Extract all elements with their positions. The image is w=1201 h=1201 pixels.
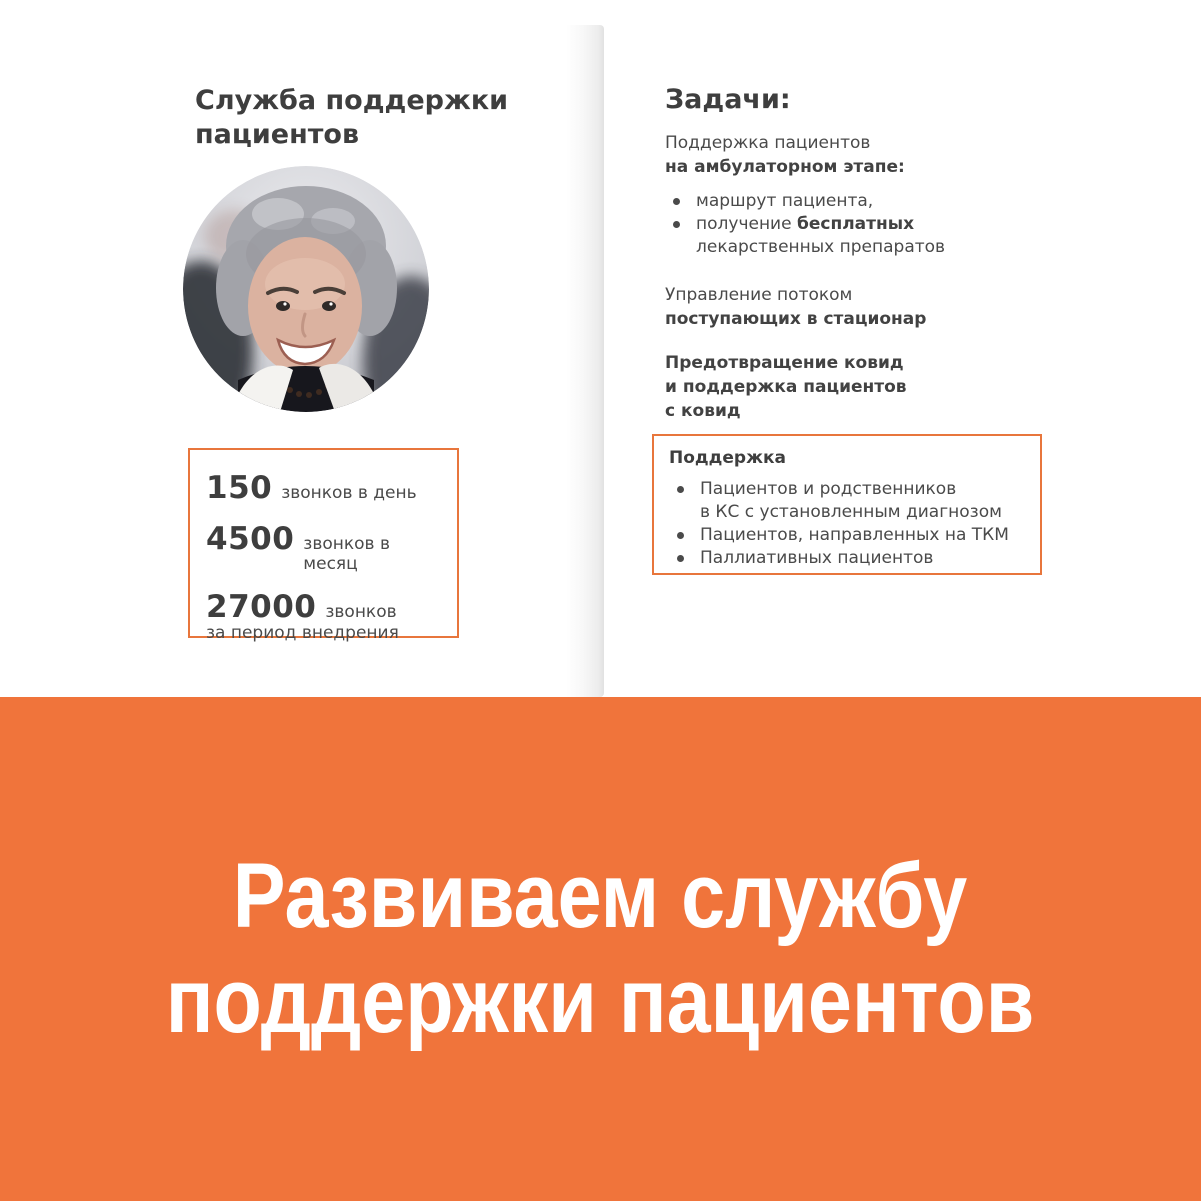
page-title: Служба поддержки пациентов — [195, 85, 509, 151]
list-item — [665, 213, 945, 259]
banner — [0, 697, 1201, 1201]
bullet-text-bold: бесплатных — [796, 214, 915, 234]
stat-row-total — [206, 589, 447, 625]
banner-line-1: Развиваем службу — [233, 845, 968, 947]
covid-line-3: с ковид — [665, 401, 741, 421]
covid-line-2: и поддержка пациентов — [665, 377, 907, 397]
task-line-regular: Поддержка пациентов — [665, 133, 871, 153]
task-block-covid — [665, 351, 907, 423]
stat-value-daily: 150 — [206, 470, 273, 506]
banner-line-2: поддержки пациентов — [166, 950, 1035, 1052]
stat-value-monthly: 4500 — [206, 521, 295, 557]
list-item — [669, 478, 1028, 524]
support-box — [652, 434, 1042, 575]
bullet-text: маршрут пациента, — [696, 191, 874, 211]
stat-label-monthly: звонков в месяц — [303, 534, 390, 574]
bullet-text-line2: в КС с установленным диагнозом — [700, 502, 1002, 522]
task-block-outpatient — [665, 131, 905, 179]
bullet-text: Паллиативных пациентов — [700, 548, 934, 568]
page-divider-shadow — [566, 25, 604, 697]
support-bullet-list — [669, 478, 1028, 570]
bullet-text: Пациентов и родственников — [700, 479, 957, 499]
list-item — [669, 524, 1028, 547]
task-line-bold: на амбулаторном этапе: — [665, 157, 905, 177]
list-item — [665, 190, 945, 213]
portrait-photo — [183, 166, 429, 412]
stat-note: за период внедрения — [206, 623, 399, 643]
covid-line-1: Предотвращение ковид — [665, 353, 904, 373]
bullet-text: получение — [696, 214, 797, 234]
portrait-illustration — [183, 166, 429, 412]
tasks-heading: Задачи: — [665, 84, 791, 115]
list-item — [669, 547, 1028, 570]
bullet-text-line2: лекарственных препаратов — [696, 237, 946, 257]
task-line-bold: поступающих в стационар — [665, 309, 927, 329]
stat-row-monthly — [206, 521, 447, 574]
stat-value-total: 27000 — [206, 589, 317, 625]
outpatient-bullet-list — [665, 190, 945, 259]
stat-label-total: звонков — [325, 602, 397, 622]
stat-label-daily: звонков в день — [281, 483, 417, 503]
task-line-regular: Управление потоком — [665, 285, 853, 305]
stat-row-daily — [206, 470, 447, 506]
bullet-text: Пациентов, направленных на ТКМ — [700, 525, 1009, 545]
task-block-inpatient-flow — [665, 283, 926, 331]
support-box-heading: Поддержка — [669, 448, 786, 468]
stats-box — [188, 448, 459, 643]
